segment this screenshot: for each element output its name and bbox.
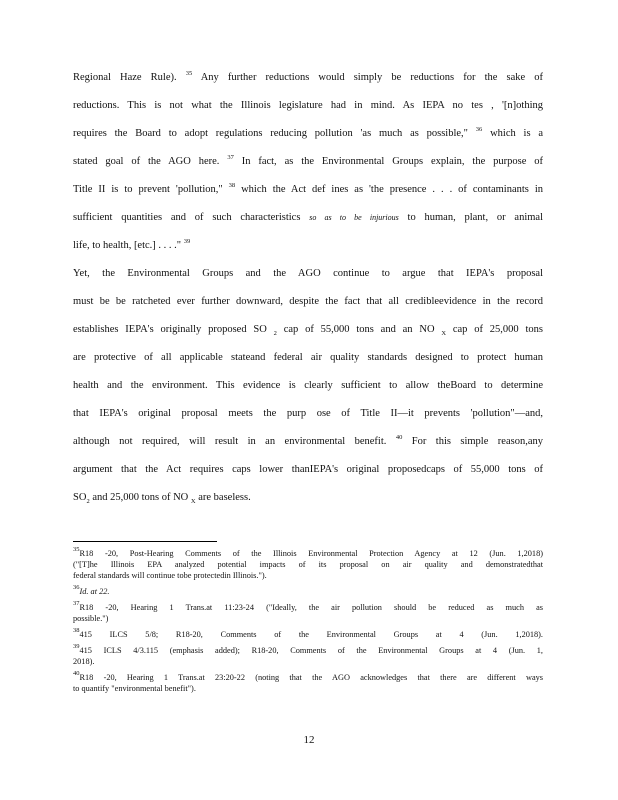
text-line: Title II is to prevent 'pollution," $^{38}$ which the Act def ines as 'the presence . . . of contaminants in — [73, 181, 543, 195]
text-line: that IEPA's original proposal meets the purp ose of Title II—it prevents 'pollution"—and, — [73, 408, 543, 419]
footnote-ref: 38 — [228, 181, 236, 189]
footnote-ref: 40 — [395, 433, 403, 441]
body-text — [73, 64, 543, 512]
text-line: sufficient quantities and of such characteristics so as to be injurious to human, plant, or animal — [73, 212, 543, 223]
footnote-37: $^{37}$R18 -20, Hearing 1 Trans.at 11:23-24 ("Ideally, the air pollution should be reduced as much as possible.") — [73, 600, 543, 623]
text-line: stated goal of the AGO here. $^{37}$ In fact, as the Environmental Groups explain, the purpose of — [73, 153, 543, 167]
footnote-ref: 37 — [227, 153, 234, 161]
text-line: requires the Board to adopt regulations reducing pollution 'as much as possible," $^{36}$ which is a — [73, 125, 543, 139]
text-line: reductions. This is not what the Illinois legislature had in mind. As IEPA no tes , '[n]othing — [73, 100, 543, 111]
text-line: establishes IEPA's originally proposed SO $_2$ cap of 55,000 tons and an NO $_X$ cap of 25,000 tons — [73, 324, 543, 338]
footnote-40: $^{40}$R18 -20, Hearing 1 Trans.at 23:20-22 (noting that the AGO acknowledges that there are different ways to quantify "environmental benefit"). — [73, 670, 543, 693]
footnote-ref: 35 — [185, 69, 193, 77]
footnote-number: 35 — [73, 546, 80, 554]
text-line: Yet, the Environmental Groups and the AGO continue to argue that IEPA's proposal — [73, 268, 543, 279]
text-line: Regional Haze Rule). $^{35}$ Any further reductions would simply be reductions for the sake of — [73, 69, 543, 83]
footnote-ref: 36 — [475, 125, 483, 133]
emphasis-text: so as to be injurious — [309, 213, 399, 222]
text-line: although not required, will result in an environmental benefit. $^{40}$ For this simple reason,any — [73, 433, 543, 447]
footnote-separator — [73, 541, 217, 542]
footnote-number: 37 — [73, 600, 80, 608]
footnote-number: 39 — [73, 643, 80, 651]
footnote-36: $^{36}$Id. at 22. — [73, 584, 110, 596]
footnote-number: 36 — [73, 584, 80, 592]
footnote-number: 40 — [73, 670, 80, 678]
text-line: $SO_2$ and 25,000 tons of NO $_X$ are baseless. — [73, 492, 251, 506]
footnote-38: $^{38}$415 ILCS 5/8; R18-20, Comments of the Environmental Groups at 4 (Jun. 1,2018). — [73, 627, 543, 639]
text-line: must be be ratcheted ever further downward, despite the fact that all credibleevidence in the record — [73, 296, 543, 307]
text-line: argument that the Act requires caps lower thanIEPA's original proposedcaps of 55,000 tons of — [73, 464, 543, 475]
text-line: are protective of all applicable stateand federal air quality standards designed to protect human — [73, 352, 543, 363]
footnote-number: 38 — [73, 627, 80, 635]
footnotes — [73, 548, 543, 699]
text-line: health and the environment. This evidence is clearly sufficient to allow theBoard to determine — [73, 380, 543, 391]
footnote-ref: 39 — [183, 237, 191, 245]
footnote-35: $^{35}$R18 -20, Post-Hearing Comments of the Illinois Environmental Protection Agency at 12 (Jun. 1,2018) ("[T]he Illinois EPA analyzed potential impacts of its proposal on air quality and demonstratedthat federal standards will continue tobe protectedin Illinois."). — [73, 546, 543, 580]
footnote-39: $^{39}$415 ICLS 4/3.115 (emphasis added); R18-20, Comments of the Environmental Groups at 4 (Jun. 1, 2018). — [73, 643, 543, 666]
page-number: 12 — [303, 734, 315, 746]
text-line: life, to health, [etc.] . . . ." $^{39}$ — [73, 237, 191, 251]
